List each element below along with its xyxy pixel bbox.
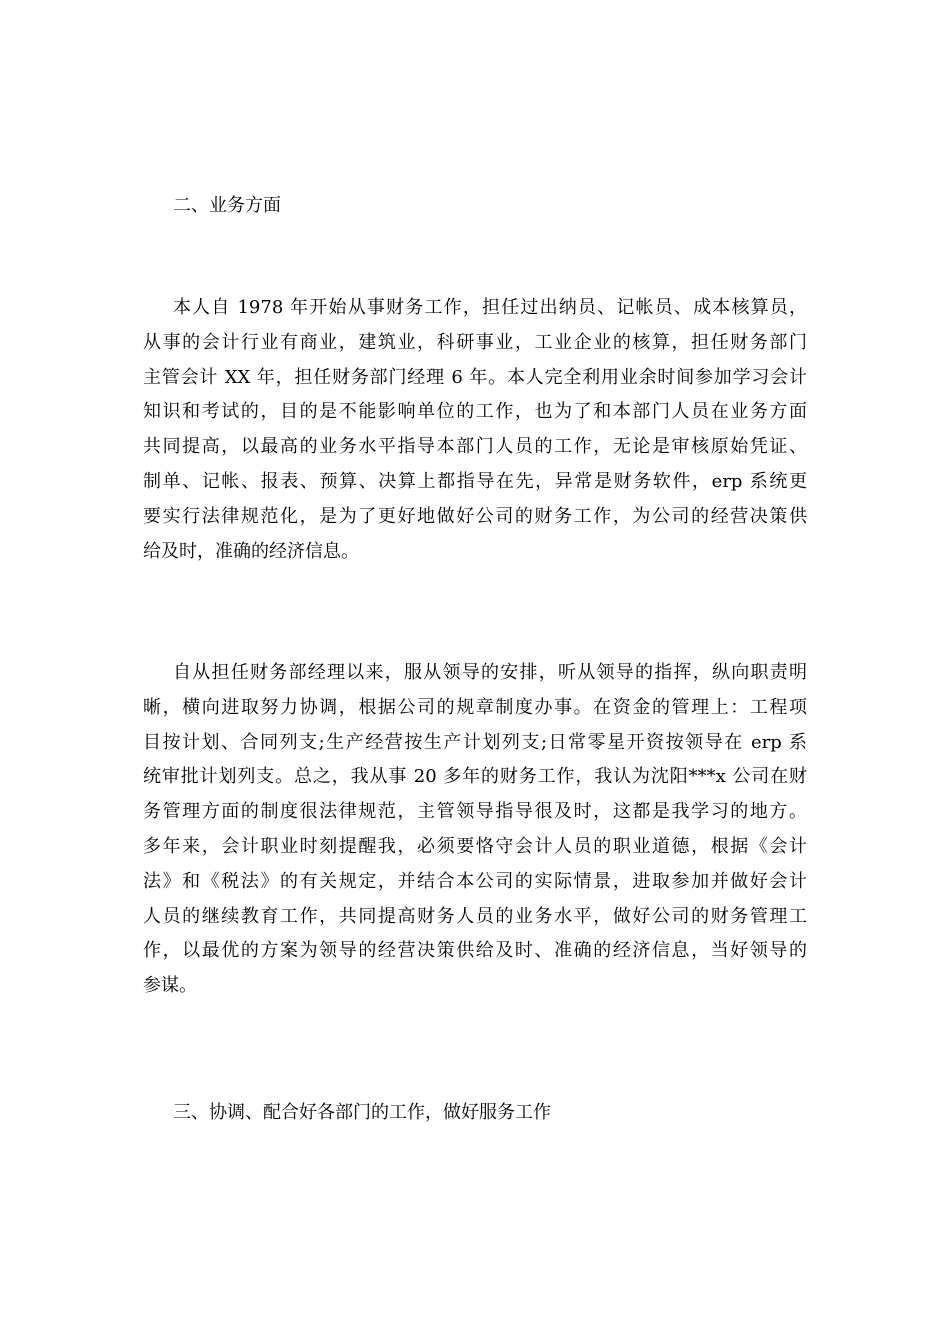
paragraph-line: 多年来，会计职业时刻提醒我，必须要恪守会计人员的职业道德，根据《会计	[143, 835, 807, 857]
paragraph-line: 务管理方面的制度很法律规范，主管领导指导很及时，这都是我学习的地方。	[143, 801, 807, 823]
paragraph-line: 本人自 1978 年开始从事财务工作，担任过出纳员、记帐员、成本核算员，	[173, 297, 807, 318]
paragraph-line: 知识和考试的，目的是不能影响单位的工作，也为了和本部门人员在业务方面	[143, 401, 807, 423]
paragraph-line: 法》和《税法》的有关规定，并结合本公司的实际情景，进取参加并做好会计	[143, 870, 807, 892]
paragraph-manager-duties	[143, 656, 807, 1004]
paragraph-line: 要实行法律规范化，是为了更好地做好公司的财务工作，为公司的经营决策供	[143, 505, 807, 527]
paragraph-line: 制单、记帐、报表、预算、决算上都指导在先，异常是财务软件，erp 系统更	[143, 470, 807, 492]
paragraph-line: 晰，横向进取努力协调，根据公司的规章制度办事。在资金的管理上：工程项	[143, 696, 807, 718]
paragraph-line: 给及时，准确的经济信息。	[143, 540, 359, 562]
paragraph-line: 共同提高，以最高的业务水平指导本部门人员的工作，无论是审核原始凭证、	[143, 436, 807, 458]
paragraph-line: 作，以最优的方案为领导的经营决策供给及时、准确的经济信息，当好领导的	[143, 940, 807, 962]
paragraph-line: 人员的继续教育工作，共同提高财务人员的业务水平，做好公司的财务管理工	[143, 905, 807, 927]
paragraph-line: 主管会计 XX 年，担任财务部门经理 6 年。本人完全利用业余时间参加学习会计	[143, 366, 807, 388]
paragraph-line: 从事的会计行业有商业，建筑业，科研事业，工业企业的核算，担任财务部门	[143, 331, 807, 353]
paragraph-line: 参谋。	[143, 975, 197, 997]
section-heading-coordination: 三、协调、配合好各部门的工作，做好服务工作	[173, 1102, 551, 1123]
paragraph-line: 自从担任财务部经理以来，服从领导的安排，听从领导的指挥，纵向职责明	[173, 662, 807, 683]
paragraph-line: 统审批计划列支。总之，我从事 20 多年的财务工作，我认为沈阳***x 公司在财	[143, 766, 807, 788]
paragraph-line: 目按计划、合同列支;生产经营按生产计划列支;日常零星开资按领导在 erp 系	[143, 731, 807, 753]
section-heading-business: 二、业务方面	[173, 195, 281, 216]
paragraph-business-experience	[143, 291, 807, 569]
